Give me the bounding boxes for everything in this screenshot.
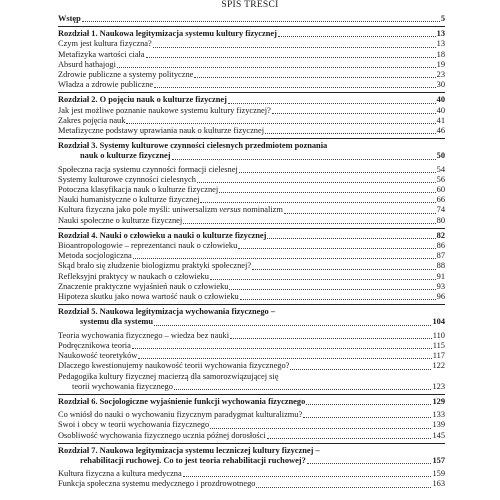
dot-leader <box>210 427 431 429</box>
dot-leader <box>265 132 436 134</box>
entry-label: Absurd hathajogi <box>58 59 116 69</box>
dot-leader <box>267 437 432 439</box>
entry-page: 159 <box>432 469 445 479</box>
entry-label-part: nominalizm <box>240 205 283 215</box>
entry-label <box>58 205 283 215</box>
toc-entry[interactable] <box>58 175 445 185</box>
entry-page: 19 <box>436 59 445 69</box>
dot-leader <box>303 416 431 418</box>
entry-label: Metafizyka wartości ciała <box>58 49 145 59</box>
table-of-contents <box>58 14 445 490</box>
entry-page: 91 <box>436 271 445 281</box>
toc-chapter-6[interactable] <box>58 397 445 407</box>
dot-leader <box>146 56 436 58</box>
toc-entry[interactable] <box>58 116 445 126</box>
chapter-label: systemu dla systemu <box>80 317 154 327</box>
toc-entry[interactable] <box>58 241 445 251</box>
toc-entry[interactable] <box>58 70 445 80</box>
entry-page: 74 <box>436 205 445 215</box>
entry-label: Metafizyczne podstawy uprawiania nauk o kulturze fizycznej <box>58 126 265 136</box>
toc-entry-intro[interactable] <box>58 14 445 24</box>
chapter-page: 50 <box>436 151 445 161</box>
entry-page: 123 <box>432 381 445 391</box>
entry-label: Bioantropologowie – reprezentanci nauk o człowieku <box>58 241 238 251</box>
chapter-label: Rozdział 4. Nauki o człowieku a nauki o kulturze fizycznej <box>58 230 267 240</box>
toc-entry[interactable] <box>58 106 445 116</box>
dot-leader <box>219 191 435 193</box>
entry-label: Kultura fizyczna a kultura medyczna <box>58 469 182 479</box>
toc-entry[interactable] <box>58 80 445 90</box>
dot-leader <box>138 357 431 359</box>
dot-leader <box>229 288 435 290</box>
toc-entry[interactable] <box>58 272 445 282</box>
toc-entry[interactable] <box>58 331 445 341</box>
entry-label: Hipoteza skutku jako nowa wartość nauk o człowieku <box>58 292 239 302</box>
toc-entry[interactable] <box>58 282 445 292</box>
separator-line <box>58 394 445 395</box>
entry-page: 139 <box>432 420 445 430</box>
chapter-page: 13 <box>436 29 445 39</box>
entry-label: Podręcznikowa teoria <box>58 340 131 350</box>
toc-chapter-7-line1[interactable]: Rozdział 7. Naukowa legitymizacja systemu leczniczej kultury fizycznej – <box>58 445 320 455</box>
entry-page: 122 <box>432 361 445 371</box>
entry-page: 40 <box>436 105 445 115</box>
dot-leader <box>200 201 435 203</box>
entry-page: 60 <box>436 185 445 195</box>
entry-label: Osobliwość wychowania fizycznego ucznia późnej dorosłości <box>58 430 266 440</box>
entry-label: Co wniósł do nauki o wychowaniu fizycznym paradygmat kulturalizmu? <box>58 410 303 420</box>
entry-page: 88 <box>436 261 445 271</box>
toc-entry[interactable] <box>58 126 445 136</box>
dot-leader <box>117 66 436 68</box>
toc-entry[interactable] <box>58 50 445 60</box>
dot-leader <box>197 181 436 183</box>
dot-leader <box>240 298 436 300</box>
toc-entry[interactable] <box>58 410 445 420</box>
entry-label: Zakres pojęcia nauk <box>58 115 126 125</box>
entry-label-emphasis: versus <box>219 205 241 215</box>
chapter-label: Rozdział 1. Naukowa legitymizacja systemu kultury fizycznej <box>58 29 277 39</box>
dot-leader <box>126 122 435 124</box>
toc-entry[interactable] <box>58 420 445 430</box>
entry-page: 86 <box>436 241 445 251</box>
dot-leader <box>183 222 435 224</box>
entry-label: Potoczna klasyfikacja nauk o kulturze fizycznej <box>58 185 219 195</box>
dot-leader <box>256 486 431 488</box>
dot-leader <box>230 337 432 339</box>
entry-label: Refleksyjni praktycy w naukach o człowieku <box>58 271 209 281</box>
chapter-page: 104 <box>432 317 445 327</box>
dot-leader <box>278 35 436 37</box>
toc-chapter-3[interactable] <box>58 151 445 161</box>
entry-page: 145 <box>432 430 445 440</box>
entry-label: Swoi i obcy w teorii wychowania fizycznego <box>58 420 210 430</box>
dot-leader <box>284 212 436 214</box>
dot-leader <box>154 324 431 326</box>
entry-page: 110 <box>432 330 445 340</box>
toc-entry[interactable] <box>58 479 445 489</box>
entry-label: Teoria wychowania fizycznego – wiedza bez nauki <box>58 330 230 340</box>
toc-chapter-4[interactable] <box>58 231 445 241</box>
entry-label: Nauki społeczne o kulturze fizycznej <box>58 215 183 225</box>
entry-label: Społeczna racja systemu czynności formacji cielesnej <box>58 164 238 174</box>
separator-line <box>58 304 445 305</box>
toc-chapter-5-line1[interactable]: Rozdział 5. Naukowa legitymizacja wychowania fizycznego – <box>58 307 276 317</box>
dot-leader <box>238 247 435 249</box>
entry-page: 13 <box>436 39 445 49</box>
dot-leader <box>154 86 436 88</box>
dot-leader <box>133 257 436 259</box>
entry-label-part: Kultura fizyczna jako pole myśli: uniwersalizm <box>58 205 220 215</box>
entry-page: 18 <box>436 49 445 59</box>
chapter-label: nauk o kulturze fizycznej <box>80 151 171 161</box>
toc-entry[interactable] <box>58 185 445 195</box>
toc-entry[interactable] <box>58 251 445 261</box>
separator-line <box>58 443 445 444</box>
chapter-label: Rozdział 6. Socjologiczne wyjaśnienie funkcji wychowania fizycznego <box>58 396 306 406</box>
dot-leader <box>239 171 436 173</box>
entry-page: 163 <box>432 479 445 489</box>
entry-label: Systemy kulturowe czynności cielesnych <box>58 174 196 184</box>
toc-entry[interactable] <box>58 382 445 392</box>
toc-entry[interactable] <box>58 361 445 371</box>
entry-page: 115 <box>432 340 445 350</box>
toc-entry[interactable] <box>58 292 445 302</box>
entry-label: Funkcja społeczna systemu medycznego i prozdrowotnego <box>58 479 256 489</box>
toc-entry[interactable] <box>58 195 445 205</box>
entry-label: Skąd brało się złudzenie biologizmu praktyki społecznej? <box>58 261 252 271</box>
toc-entry[interactable] <box>58 261 445 271</box>
toc-chapter-1[interactable] <box>58 29 445 39</box>
chapter-page: 129 <box>432 396 445 406</box>
entry-label: Nauki humanistyczne o kulturze fizycznej <box>58 195 200 205</box>
entry-page: 30 <box>436 80 445 90</box>
toc-entry[interactable] <box>58 341 445 351</box>
toc-chapter-3-line1[interactable]: Rozdział 3. Systemy kulturowe czynności cielesnych przedmiotem poznania <box>58 141 328 151</box>
dot-leader <box>306 403 431 405</box>
chapter-label: Rozdział 2. O pojęciu nauk o kulturze fizycznej <box>58 95 227 105</box>
dot-leader <box>153 46 436 48</box>
entry-label: Czym jest kultura fizyczna? <box>58 39 152 49</box>
toc-chapter-5[interactable] <box>58 317 445 327</box>
toc-entry-multiline-line1[interactable] <box>58 372 445 382</box>
entry-label: Zdrowie publiczne a systemy polityczne <box>58 70 194 80</box>
entry-page: 117 <box>432 351 445 361</box>
entry-label: Metoda socjologiczna <box>58 251 132 261</box>
separator-line <box>58 26 445 27</box>
entry-page: 80 <box>436 215 445 225</box>
entry-label: teorii wychowania fizycznego <box>72 381 173 391</box>
toc-entry[interactable] <box>58 351 445 361</box>
dot-leader <box>174 388 432 390</box>
toc-entry[interactable] <box>58 39 445 49</box>
entry-page: 96 <box>436 292 445 302</box>
entry-page: 23 <box>436 70 445 80</box>
entry-label: Pedagogika kultury fizycznej macierzą dla samorozwiązującej się <box>58 371 279 381</box>
dot-leader <box>194 76 435 78</box>
entry-label: Wstęp <box>58 14 81 23</box>
entry-label: Dlaczego kwestionujemy naukowość teorii wychowania fizycznego? <box>58 361 290 371</box>
toc-entry[interactable] <box>58 431 445 441</box>
entry-page: 41 <box>436 115 445 125</box>
dot-leader <box>290 368 431 370</box>
toc-entry[interactable] <box>58 165 445 175</box>
chapter-page: 157 <box>432 455 445 465</box>
dot-leader <box>307 462 432 464</box>
toc-chapter-7[interactable] <box>58 456 445 466</box>
dot-leader <box>267 237 435 239</box>
entry-label: Jak jest możliwe poznanie naukowe systemu kultury fizycznej? <box>58 105 271 115</box>
entry-page: 54 <box>436 164 445 174</box>
dot-leader <box>82 20 440 22</box>
entry-page: 46 <box>436 126 445 136</box>
chapter-page: 40 <box>436 95 445 105</box>
entry-page: 56 <box>436 174 445 184</box>
toc-entry[interactable] <box>58 469 445 479</box>
page-title: SPIS TREŚCI <box>221 0 279 10</box>
dot-leader <box>272 112 436 114</box>
dot-leader <box>172 158 436 160</box>
chapter-page: 82 <box>436 230 445 240</box>
chapter-label: rehabilitacji ruchowej. Co to jest teoria rehabilitacji ruchowej? <box>80 455 306 465</box>
entry-page: 87 <box>436 251 445 261</box>
dot-leader <box>228 102 436 104</box>
dot-leader <box>210 278 436 280</box>
dot-leader <box>252 268 436 270</box>
entry-page: 5 <box>440 14 445 23</box>
dot-leader <box>183 475 432 477</box>
entry-label: Naukowość teoretyków <box>58 351 138 361</box>
toc-entry[interactable] <box>58 60 445 70</box>
toc-entry[interactable] <box>58 216 445 226</box>
separator-line <box>58 138 445 139</box>
entry-label: Znaczenie praktyczne wyjaśnień nauk o człowieku <box>58 281 229 291</box>
entry-page: 133 <box>432 410 445 420</box>
toc-chapter-2[interactable] <box>58 95 445 105</box>
entry-label: Władza a zdrowie publiczne <box>58 80 154 90</box>
entry-page: 93 <box>436 281 445 291</box>
entry-page: 66 <box>436 195 445 205</box>
dot-leader <box>132 347 432 349</box>
toc-entry[interactable] <box>58 205 445 215</box>
separator-line <box>58 228 445 229</box>
separator-line <box>58 92 445 93</box>
